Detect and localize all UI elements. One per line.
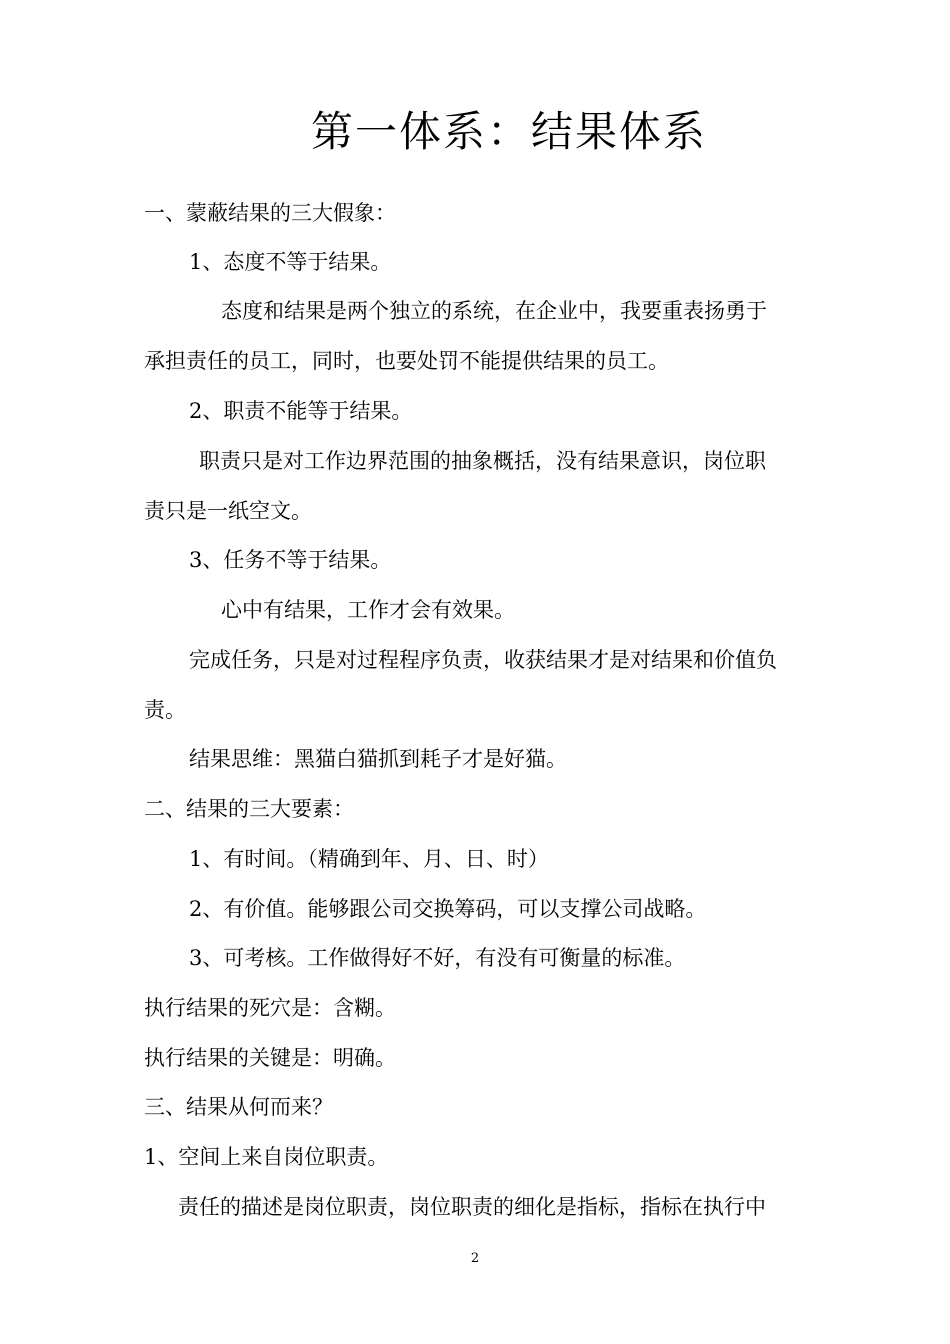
paragraph-line: 承担责任的员工，同时，也要处罚不能提供结果的员工。 bbox=[144, 349, 669, 373]
paragraph-line: 职责只是对工作边界范围的抽象概括，没有结果意识，岗位职 bbox=[199, 449, 766, 473]
paragraph-line: 态度和结果是两个独立的系统，在企业中，我要重表扬勇于 bbox=[221, 299, 767, 323]
section-heading-3: 三、结果从何而来？ bbox=[144, 1095, 333, 1119]
paragraph-line: 执行结果的死穴是：含糊。 bbox=[144, 996, 396, 1020]
paragraph-line: 责。 bbox=[144, 698, 186, 722]
item-heading: 2、职责不能等于结果。 bbox=[189, 399, 413, 423]
paragraph-line: 执行结果的关键是：明确。 bbox=[144, 1046, 396, 1070]
page-number: 2 bbox=[470, 1251, 480, 1266]
item-heading: 3、任务不等于结果。 bbox=[189, 548, 392, 572]
item-heading: 1、态度不等于结果。 bbox=[189, 250, 392, 274]
paragraph-line: 心中有结果，工作才会有效果。 bbox=[221, 598, 515, 622]
list-item: 2、有价值。能够跟公司交换筹码，可以支撑公司战略。 bbox=[189, 897, 707, 921]
paragraph-line: 责任的描述是岗位职责，岗位职责的细化是指标，指标在执行中 bbox=[178, 1195, 766, 1219]
item-heading: 1、空间上来自岗位职责。 bbox=[144, 1145, 389, 1169]
section-heading-1: 一、蒙蔽结果的三大假象： bbox=[144, 201, 396, 225]
paragraph-line: 责只是一纸空文。 bbox=[144, 499, 312, 523]
list-item: 1、有时间。（精确到年、月、日、时） bbox=[189, 847, 549, 871]
list-item: 3、可考核。工作做得好不好，有没有可衡量的标准。 bbox=[189, 946, 686, 970]
section-heading-2: 二、结果的三大要素： bbox=[144, 797, 354, 821]
paragraph-line: 结果思维：黑猫白猫抓到耗子才是好猫。 bbox=[189, 747, 567, 771]
paragraph-line: 完成任务，只是对过程程序负责，收获结果才是对结果和价值负 bbox=[189, 648, 777, 672]
page-title: 第一体系：结果体系 bbox=[310, 107, 707, 156]
